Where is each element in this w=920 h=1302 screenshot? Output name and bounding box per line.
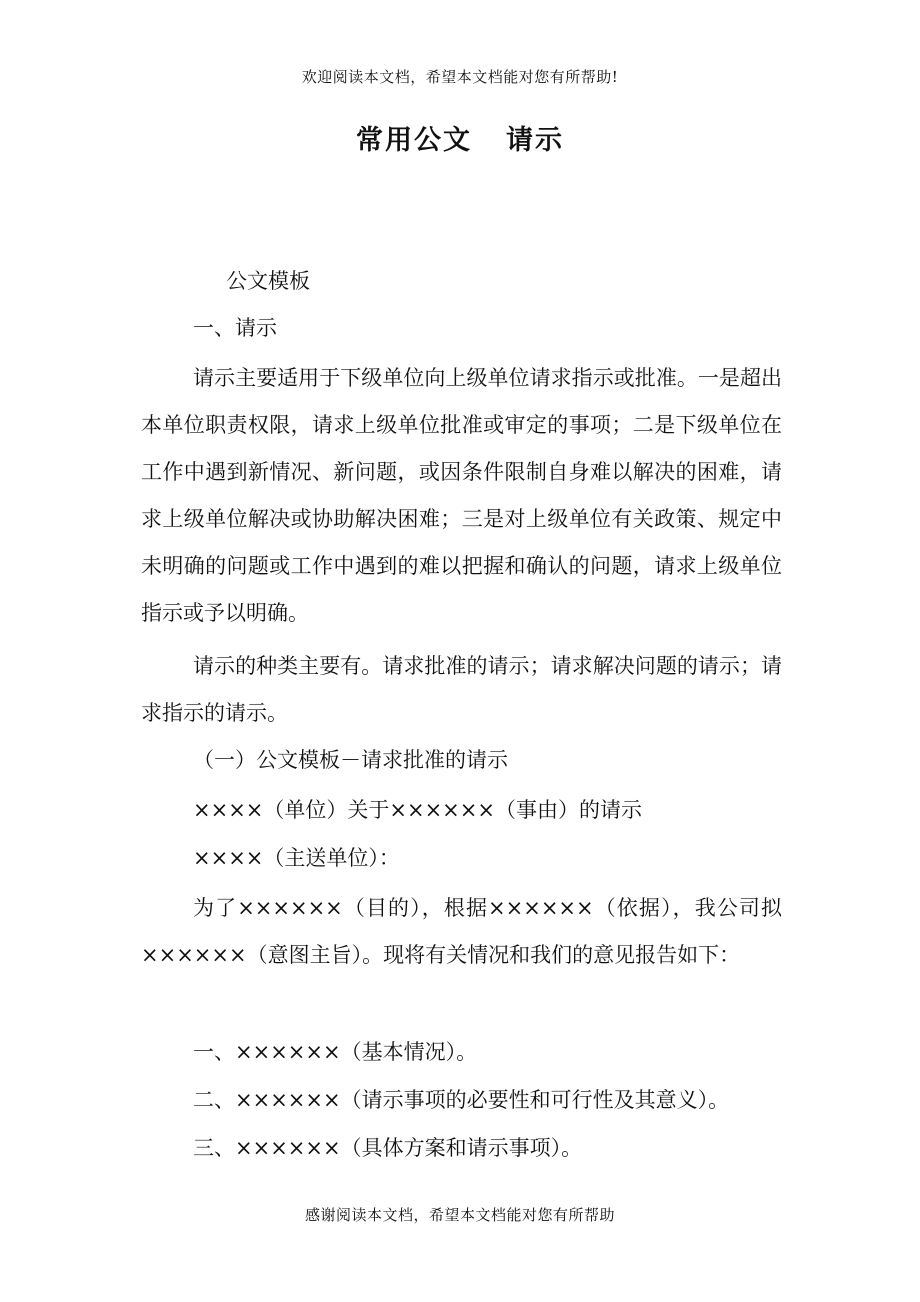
header-note: 欢迎阅读本文档，希望本文档能对您有所帮助! — [301, 68, 619, 86]
subsection-heading-approval: （一）公文模板－请求批准的请示 — [193, 748, 508, 772]
template-recipient: ××××（主送单位）： — [193, 846, 400, 870]
template-body-paragraph: 为了××××××（目的），根据××××××（依据），我公司拟××××××（意图主旨）。现将有关情况和我们的意见报告如下： — [141, 896, 782, 967]
title-part-1: 常用公文 — [356, 125, 472, 156]
paragraph-request-definition: 请示主要适用于下级单位向上级单位请求指示或批准。一是超出本单位职责权限，请求上级单位批准或审定的事项；二是下级单位在工作中遇到新情况、新问题，或因条件限制自身难以解决的困难，请求上级单位解决或协助解决困难；三是对上级单位有关政策、规定中未明确的问题或工作中遇到的难以把握和确认的问题，请求上级单位指示或予以明确。 — [141, 366, 782, 625]
template-item-3: 三、××××××（具体方案和请示事项）。 — [193, 1136, 583, 1160]
document-title — [0, 118, 920, 157]
template-item-1: 一、××××××（基本情况）。 — [193, 1040, 478, 1064]
title-part-2: 请示 — [506, 125, 564, 156]
template-document-title: ××××（单位）关于××××××（事由）的请示 — [193, 798, 642, 822]
section-heading-request: 一、请示 — [193, 316, 277, 340]
template-item-2: 二、××××××（请示事项的必要性和可行性及其意义）。 — [193, 1088, 730, 1112]
template-label: 公文模板 — [226, 269, 310, 293]
footer-note: 感谢阅读本文档，希望本文档能对您有所帮助 — [304, 1206, 615, 1224]
paragraph-request-types: 请示的种类主要有。请求批准的请示；请求解决问题的请示；请求指示的请示。 — [141, 654, 782, 725]
